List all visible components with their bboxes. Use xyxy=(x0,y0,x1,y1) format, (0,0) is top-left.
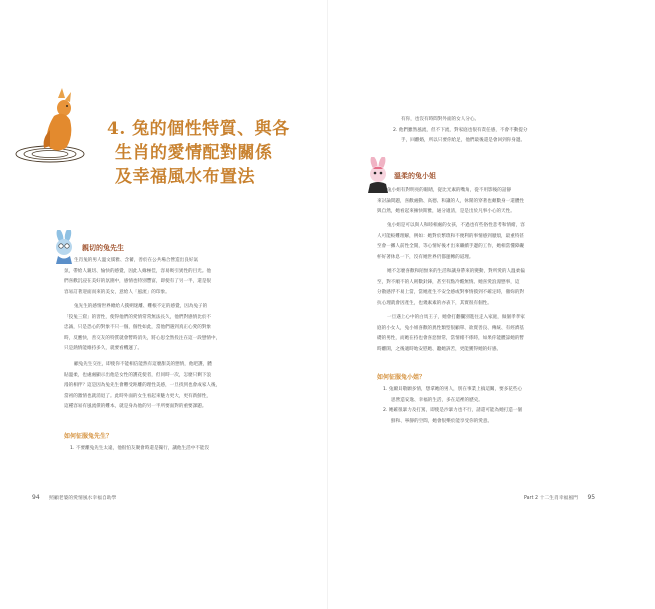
text-line: 至會一擲人前性全開，等心情好後才出來繼續手邊的工作，她相當懂障礙 xyxy=(377,244,525,250)
list-item: 2. 她確很暴力及打罵，即使是沙暴力也不行，請還可能為她打造一個 xyxy=(383,408,523,414)
paragraph xyxy=(377,221,623,263)
text-line: 「狡兔三窟」的習性，使得他們的愛情常常無法長久，他們對感情比於不 xyxy=(64,314,212,320)
paragraph xyxy=(377,313,623,355)
text-line: 與自然，她看起來擁快斯雅，通分適清，是是出於凡事小心的天性。 xyxy=(377,209,515,215)
chapter-title xyxy=(107,117,290,189)
text-line: 氛，帶給人親切、愉快的感覺，因此人緣極佳，容易吸引異性的目光。他 xyxy=(64,268,212,274)
text-line: 杯好著休息一下，沒有她世界仍都運轉的道理。 xyxy=(377,254,474,260)
paragraph xyxy=(64,360,308,413)
text-line: 當初的激情也就消退了。此時外面的女生看起來魅力更大，更有新鮮性， xyxy=(64,393,212,399)
text-line: 至，對不順不的人則數針鋒，甚至有點冷酷無情。她喜愛浪漫戀事，這 xyxy=(377,279,520,285)
left-page xyxy=(0,0,327,609)
text-line: 她不怎麼喜歡和陌無來的生活和讓身帶來的變動，對所愛的人溫柔偏 xyxy=(387,269,525,274)
section-heading-lady: 溫柔的兔小姐 xyxy=(394,172,436,180)
text-line: 抗心理就會因產生，也幾素素的亦表下，其實很有個性。 xyxy=(377,300,492,306)
chapter-title-line: 及幸福風水布置法 xyxy=(115,167,255,187)
paragraph xyxy=(64,256,308,298)
text-line: 們喜歡沉浸在美好的氛圍中，感情也特別豐富，即使有了另一半，還是很 xyxy=(64,279,212,285)
text-line: 有你，也沒有時間對外面的女人分心。 xyxy=(401,117,480,122)
text-line: 人可能較難理解，例如：她對於繁瑣和不便利的事情感到厭煩，最重特甚 xyxy=(377,233,525,239)
text-line: 忠誠，只是恐心的對象不只一個，個性如此，當他們遇到真正心愛的對象 xyxy=(64,325,212,331)
section-heading-gentleman: 親切的兔先生 xyxy=(82,244,124,252)
numbered-list xyxy=(383,385,623,427)
paragraph xyxy=(64,302,308,355)
text-line: 一旦遇上心中的白馬王子，她會打翻攔別進往走入家庭，做個孝孝家 xyxy=(387,315,525,320)
question-heading: 如何征服兔小姐？ xyxy=(377,374,426,381)
text-line: 2. 他們雖然風流，但不下流，對家庭也很有責任感，不會不動提分 xyxy=(393,127,528,133)
text-line: 手，回離婚，所以只要你給足，他們最後還是會回到你身邊。 xyxy=(401,138,526,144)
text-line: 分散感浮不易上當，當她產生不安全感或對事情摸到不確定時，徹妳的對 xyxy=(377,290,525,296)
paragraph xyxy=(377,267,623,309)
right-page xyxy=(328,0,655,609)
page-number: 95 xyxy=(587,494,596,501)
text-line: 來討論問題，喜歡處動、高德、和讓的人，休閒的穿著也頗數身一還體性 xyxy=(377,198,525,204)
text-line: 顧兔先生交往，即使你不能相信能然有這麼甜美的戀情，他吧護，體 xyxy=(74,362,212,367)
text-line: 漫的相伴？這是因為兔先生會難受距離的理性美感，一旦找到也會成家人後， xyxy=(64,383,221,389)
text-line: 礎的男性，而她在持也會喜惡無常，當情緒不係時，如果你能體諒她的暫 xyxy=(377,336,525,342)
page-footer xyxy=(32,494,116,501)
list-item: 1. 兔爾貝敬願多情，想拿她的男人，別在事業上搞這關，要多花些心 xyxy=(383,387,523,392)
text-line: 庭的小女人，兔小姐喜歡的異性類型很顧單、欲賣善良、傳統、有經濟基 xyxy=(377,325,525,331)
text-line: 1. 不要離兔先生太遠，他很怕友聚會時還是獨行，讓他生活中不能沒 xyxy=(70,446,210,451)
list-item xyxy=(70,444,310,455)
text-line: 兔先生的感情世界總給人撲朔迷離、難根不定的感覺，因為兔子的 xyxy=(74,304,208,309)
paragraph xyxy=(377,115,623,147)
paragraph xyxy=(377,186,623,218)
list-item: 鮮和、寧靜的空間，她會很樂於能享受你的愛意。 xyxy=(391,418,493,424)
page-footer xyxy=(524,494,595,501)
rabbit-logo-icon xyxy=(14,86,92,168)
text-line: 只是熱情能維持多久，就要看機運了。 xyxy=(64,346,143,352)
text-line: 生肖兔的男人溫文儒雅、含蓄，善於在公共場合營造出良好氣 xyxy=(74,258,199,263)
page-number: 94 xyxy=(32,494,40,501)
running-title: 照顧老婆的愛情風水幸福自助學 xyxy=(49,496,117,501)
text-line: 這種容易有風流債的難本，就是身為他的另一半所要面對的重要課題。 xyxy=(64,404,207,410)
text-line: 兔小姐有對明亮的眼睛，從比光素的嘴角，從不用影後的話靜 xyxy=(387,188,512,193)
list-item: 思營造安逸、幸福的生活，多在這裡的歷史。 xyxy=(391,397,483,403)
text-line: 時，反應快，善交友的特質就會暫時消失，將心思全然投注在這一段戀情中， xyxy=(64,335,221,341)
text-line: 貼溫柔，也處處顯示出他是女性的護花使者，但同時一次，怎麼只剩下浪 xyxy=(64,372,212,378)
question-heading: 如何征服兔先生？ xyxy=(64,433,113,440)
chapter-title-line: 生肖的愛情配對關係 xyxy=(115,143,273,163)
text-line: 時離開，之後適時地安慰她、聽她訴苦，更能獲得她的好感。 xyxy=(377,346,502,352)
text-line: 容易訂著迎面而來的美女，意給人「風流」的印象。 xyxy=(64,289,170,295)
chapter-title-line: 4. 兔的個性特質、與各 xyxy=(107,119,290,139)
text-line: 兔小姐是可以與人和睦相處的女孩，不過也有些俗性悲考和情緒，容 xyxy=(387,223,525,228)
running-title: Part 2 十二生肖幸福風門 xyxy=(524,496,578,501)
